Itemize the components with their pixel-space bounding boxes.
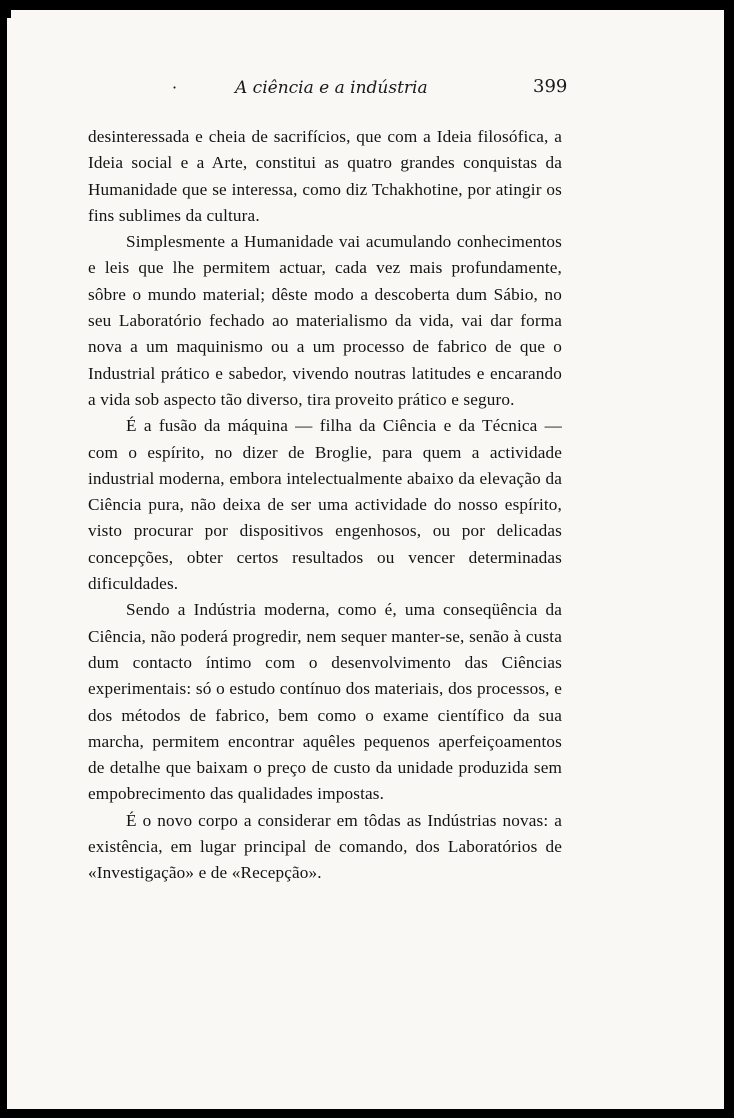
paragraph-5: É o novo corpo a considerar em tôdas as Indústrias novas: a existência, em lugar principal de comando, dos Laboratórios de «Investigação» e de «Recepção».: [88, 810, 562, 883]
body-text: [88, 124, 562, 887]
header-dot: ·: [172, 78, 178, 97]
book-page: [7, 10, 724, 1109]
running-title: A ciência e a indústria: [235, 78, 428, 98]
paragraph-4: Sendo a Indústria moderna, como é, uma conseqüência da Ciência, não poderá progredir, nem sequer manter-se, senão à custa dum contacto íntimo com o desenvolvimento das Ciências experimentais: só o estudo contínuo dos materiais, dos processos, e dos métodos de fabrico, bem como o exame científico da sua marcha, permitem encontrar aquêles pequenos aperfeiçoamentos de detalhe que baixam o preço de custo da unidade produzida sem empobrecimento das qualidades impostas.: [88, 600, 562, 804]
paragraph-1: desinteressada e cheia de sacrifícios, que com a Ideia filosófica, a Ideia social e a Arte, constitui as quatro grandes conquistas da Humanidade que se interessa, como diz Tchakhotine, por atingir os fins sublimes da cultura.: [88, 127, 562, 225]
paragraph-3: É a fusão da máquina — filha da Ciência e da Técnica — com o espírito, no dizer de Broglie, para quem a actividade industrial moderna, embora intelectualmente abaixo da elevação da Ciência pura, não deixa de ser uma actividade do nosso espírito, visto procurar por dispositivos engenhosos, ou por delicadas concepções, obter certos resultados ou vencer determinadas dificuldades.: [88, 416, 562, 594]
paragraph-2: Simplesmente a Humanidade vai acumulando conhecimentos e leis que lhe permitem actuar, cada vez mais profundamente, sôbre o mundo material; dêste modo a descoberta dum Sábio, no seu Laboratório fechado ao materialismo da vida, vai dar forma nova a um maquinismo ou a um processo de fabrico de que o Industrial prático e sabedor, vivendo noutras latitudes e encarando a vida sob aspecto tão diverso, tira proveito prático e seguro.: [88, 232, 562, 409]
page-header: [7, 74, 724, 104]
scan-mark: [7, 10, 11, 18]
page-number: 399: [533, 76, 568, 97]
